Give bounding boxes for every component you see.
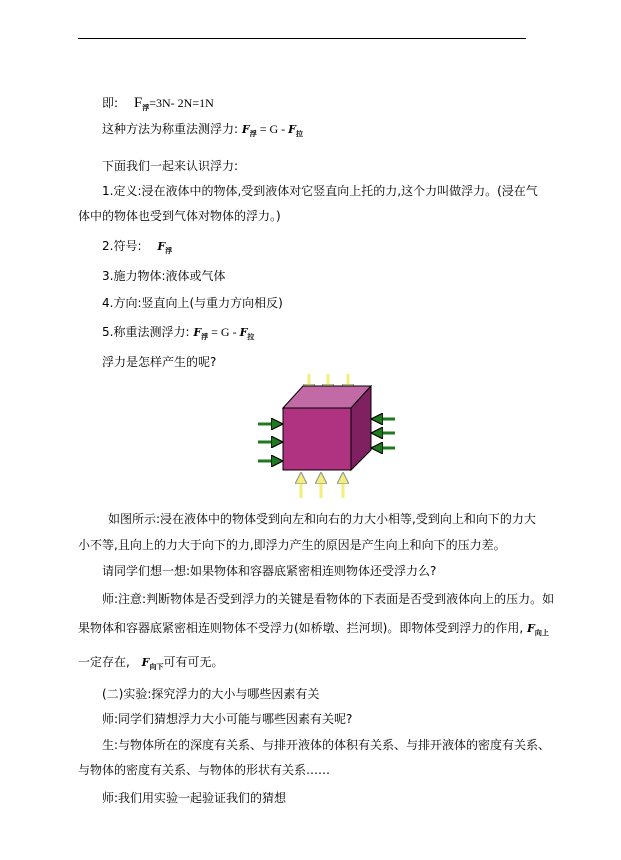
line-figure-desc: 如图所示:浸在液体中的物体受到向左和向右的力大小相等,受到向上和向下的力大	[108, 512, 536, 526]
weighing-sub-fu: 浮	[201, 333, 209, 341]
line-teacher-question: 师:同学们猜想浮力大小可能与哪些因素有关呢?	[102, 712, 353, 726]
f-up-sub: 向上	[534, 629, 549, 637]
f-up-symbol: F	[527, 622, 535, 635]
right-arrows	[377, 419, 395, 448]
exist-suffix: 可有可无。	[163, 655, 224, 669]
line-symbol	[102, 238, 172, 259]
up-arrows	[301, 478, 343, 498]
line-exist	[78, 654, 223, 675]
weighing-label: 5.称重法测浮力:	[102, 325, 190, 339]
line-experiment-heading: (二)实验:探究浮力的大小与哪些因素有关	[102, 687, 320, 701]
result-prefix: 即:	[102, 96, 119, 110]
cube-front	[283, 408, 351, 470]
line-question: 浮力是怎样产生的呢?	[102, 355, 217, 369]
line-definition-cont: 体中的物体也受到气体对物体的浮力。)	[78, 209, 281, 223]
left-arrows	[258, 424, 277, 461]
f-down-sub: 向下	[149, 663, 164, 671]
line-method	[102, 121, 303, 142]
line-source: 3.施力物体:液体或气体	[102, 269, 226, 283]
exist-prefix: 一定存在,	[78, 655, 130, 669]
weighing-sub-la: 拉	[247, 333, 255, 341]
weighing-f: F	[193, 326, 202, 339]
line-teacher-note: 师:注意:判断物体是否受到浮力的关键是看物体的下表面是否受到液体向上的压力。如	[102, 592, 555, 606]
formula-sub-fu: 浮	[249, 130, 257, 138]
line-teacher-note-cont	[78, 620, 549, 641]
formula-mid: = G -	[256, 122, 289, 136]
formula-sub-la: 拉	[295, 130, 303, 138]
line-intro: 下面我们一起来认识浮力:	[102, 159, 239, 173]
symbol-sub: 浮	[165, 247, 173, 255]
result-equation: =3N- 2N=1N	[149, 96, 214, 110]
buoyancy-cube-diagram	[255, 372, 405, 502]
line-definition: 1.定义:浸在液体中的物体,受到液体对它竖直向上托的力,这个力叫做浮力。(浸在气	[102, 184, 538, 198]
header-rule	[78, 38, 526, 39]
line-weighing	[102, 324, 254, 345]
weighing-mid: = G -	[208, 325, 240, 339]
cube	[283, 386, 371, 470]
formula-f2: F	[288, 123, 296, 136]
force-subscript: 浮	[142, 104, 150, 112]
f-down-symbol: F	[141, 656, 150, 669]
line-student-answer: 生:与物体所在的深度有关系、与排开液体的体积有关系、与排开液体的密度有关系、	[102, 738, 551, 752]
line-teacher-verify: 师:我们用实验一起验证我们的猜想	[102, 791, 287, 805]
line-figure-desc-cont: 小不等,且向上的力大于向下的力,即浮力产生的原因是产生向上和向下的压力差。	[78, 538, 506, 552]
line-direction: 4.方向:竖直向上(与重力方向相反)	[102, 296, 283, 310]
force-symbol: F	[133, 95, 143, 111]
teacher-note-text: 果物体和容器底紧密相连则物体不受浮力(如桥墩、拦河坝)。即物体受到浮力的作用,	[78, 621, 524, 635]
symbol-label: 2.符号:	[102, 239, 142, 253]
formula-f: F	[241, 123, 250, 136]
line-think: 请同学们想一想:如果物体和容器底紧密相连则物体还受浮力么?	[102, 564, 437, 578]
line-student-answer-cont: 与物体的密度有关系、与物体的形状有关系……	[78, 763, 331, 777]
method-text: 这种方法为称重法测浮力:	[102, 122, 239, 136]
line-result	[102, 95, 214, 116]
symbol-f: F	[157, 240, 166, 253]
weighing-f2: F	[239, 326, 248, 339]
